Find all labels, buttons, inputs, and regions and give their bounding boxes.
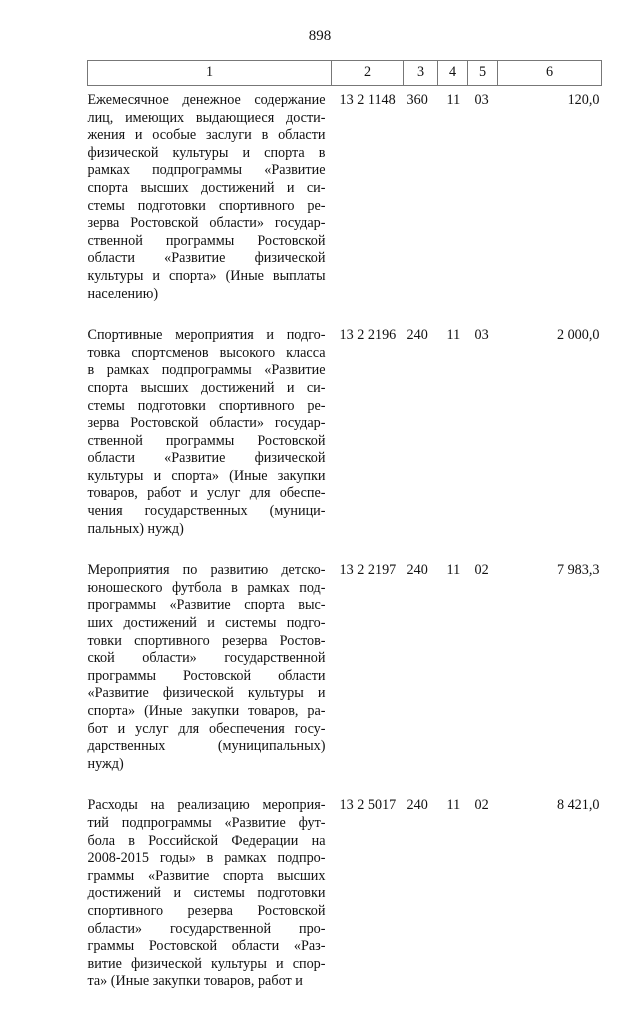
description-line: достижений и системы подготовки — [87, 885, 326, 902]
description-line: лиц, имеющих выдающиеся дости- — [87, 109, 326, 126]
description-line: Расходы на реализацию мероприя- — [87, 797, 326, 814]
description-line: товки спортивного резерва Ростов- — [87, 632, 326, 649]
description-line: товаров, работ и услуг для обеспе- — [87, 485, 326, 502]
description-line: рамках подпрограммы «Развитие — [87, 162, 326, 179]
table-row — [88, 556, 602, 791]
table-row — [88, 321, 602, 556]
header-cell-3: 3 — [404, 61, 438, 86]
row-code: 13 2 5017 — [339, 797, 397, 814]
description-line: граммы Ростовской области «Раз- — [87, 938, 326, 955]
row-section: 11 — [446, 797, 461, 814]
description-line: зерва Ростовской области» государ- — [87, 215, 326, 232]
description-line: Мероприятия по развитию детско- — [87, 562, 326, 579]
header-cell-1: 1 — [88, 61, 332, 86]
description-line: спорта высших достижений и си- — [87, 179, 326, 196]
description-line: ственной программы Ростовской — [87, 232, 326, 249]
row-description — [88, 86, 332, 322]
row-sum: 2 000,0 — [556, 327, 600, 344]
row-sum: 120,0 — [498, 86, 602, 322]
description-line: тий подпрограммы «Развитие фут- — [87, 814, 326, 831]
description-line: области «Развитие физической — [87, 250, 326, 267]
row-section: 11 — [446, 327, 461, 344]
description-line: бот и услуг для обеспечения госу- — [87, 720, 326, 737]
description-line: зерва Ростовской области» государ- — [87, 415, 326, 432]
row-description — [88, 791, 332, 1009]
row-expense-type: 240 — [406, 327, 428, 344]
description-line: бола в Российской Федерации на — [87, 832, 326, 849]
description-line: программы «Развитие спорта выс- — [87, 597, 326, 614]
description-line: Спортивные мероприятия и подго- — [87, 327, 326, 344]
budget-table — [87, 60, 602, 1009]
row-subsection: 02 — [474, 797, 489, 814]
description-line: 2008-2015 годы» в рамках подпро- — [87, 850, 326, 867]
description-line: чения государственных (муници- — [87, 503, 326, 520]
row-section: 11 — [438, 86, 468, 322]
description-line: физической культуры и спорта в — [87, 144, 326, 161]
table-body — [88, 86, 602, 1009]
description-line: витие физической культуры и спор- — [87, 955, 326, 972]
header-cell-6: 6 — [498, 61, 602, 86]
header-cell-4: 4 — [438, 61, 468, 86]
row-code: 13 2 2196 — [339, 327, 397, 344]
row-subsection: 02 — [474, 562, 489, 579]
description-line: области «Развитие физической — [87, 450, 326, 467]
table-row — [88, 791, 602, 1009]
description-line: населению) — [87, 285, 159, 302]
description-line: ших достижений и системы подго- — [87, 615, 326, 632]
description-line: граммы «Развитие спорта высших — [87, 867, 326, 884]
description-line: стемы подготовки спортивного ре- — [87, 397, 326, 414]
description-line: спорта» (Иные закупки товаров, ра- — [87, 703, 326, 719]
description-line: та» (Иные закупки товаров, работ и — [87, 973, 303, 990]
description-line: культуры и спорта» (Иные закупки — [87, 467, 326, 484]
description-line: стемы подготовки спортивного ре- — [87, 197, 326, 214]
description-line: ственной программы Ростовской — [87, 432, 326, 449]
description-line: спортивного резерва Ростовской — [87, 902, 326, 919]
description-line: пальных) нужд) — [87, 520, 184, 537]
row-code: 13 2 2197 — [339, 562, 397, 579]
description-line: области» государственной про- — [87, 920, 326, 937]
description-line: жения и особые заслуги в области — [87, 127, 326, 144]
description-line: ской области» государственной — [87, 650, 326, 667]
row-expense-type: 240 — [406, 562, 428, 579]
table-header-row — [88, 61, 602, 86]
row-section: 11 — [446, 562, 461, 579]
description-line: юношеского футбола в рамках под- — [87, 579, 326, 596]
description-line: нужд) — [87, 755, 124, 772]
row-subsection: 03 — [474, 327, 489, 344]
row-subsection: 03 — [468, 86, 498, 322]
row-code: 13 2 1148 — [332, 86, 404, 322]
description-line: спорта высших достижений и си- — [87, 379, 326, 396]
description-line: Ежемесячное денежное содержание — [87, 92, 326, 108]
row-sum: 7 983,3 — [556, 562, 600, 579]
row-sum: 8 421,0 — [556, 797, 600, 814]
row-description — [88, 321, 332, 556]
description-line: в рамках подпрограммы «Развитие — [87, 362, 326, 379]
header-cell-5: 5 — [468, 61, 498, 86]
row-expense-type: 360 — [404, 86, 438, 322]
description-line: программы Ростовской области — [87, 667, 326, 684]
row-expense-type: 240 — [406, 797, 428, 814]
description-line: культуры и спорта» (Иные выплаты — [87, 267, 326, 284]
table-row — [88, 86, 602, 322]
description-line: дарственных (муниципальных) — [87, 738, 326, 755]
row-description — [88, 556, 332, 791]
description-line: товка спортсменов высокого класса — [87, 344, 326, 361]
header-cell-2: 2 — [332, 61, 404, 86]
description-line: «Развитие физической культуры и — [87, 685, 326, 702]
page-number: 898 — [308, 28, 332, 44]
